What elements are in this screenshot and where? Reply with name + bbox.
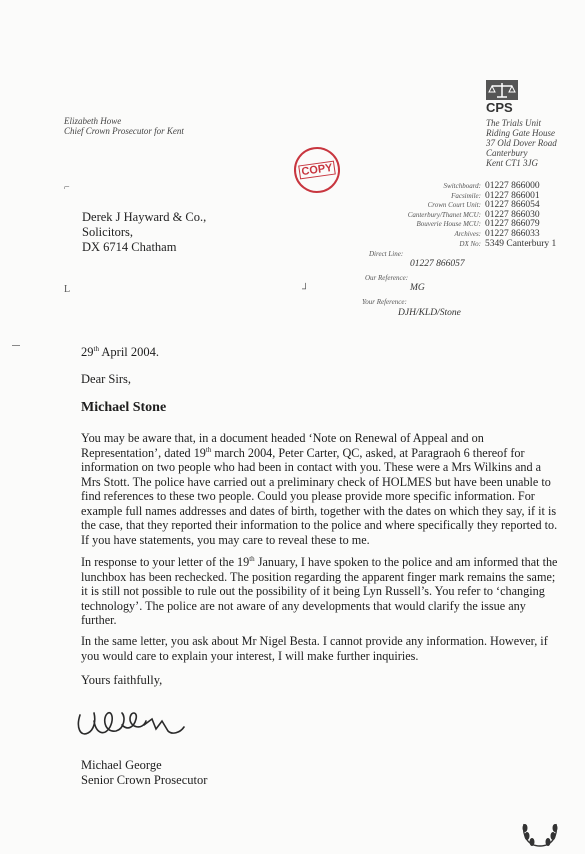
recipient-line: DX 6714 Chatham [82, 240, 177, 254]
wreath-icon [518, 816, 562, 854]
contact-label: Crown Court Unit: [427, 201, 481, 210]
date-rest: April 2004. [98, 345, 160, 360]
contact-label: DX No: [459, 239, 481, 248]
contact-value: 01227 866000 [485, 181, 540, 191]
address-line: Riding Gate House [486, 128, 555, 138]
sender-title: Chief Crown Prosecutor for Kent [64, 126, 184, 136]
closing: Yours faithfully, [81, 673, 163, 687]
our-reference-value: MG [410, 283, 425, 293]
sender-block [64, 116, 184, 136]
salutation: Dear Sirs, [81, 372, 131, 386]
fold-mark [12, 345, 20, 346]
signature [72, 697, 192, 752]
contact-row [365, 240, 565, 250]
paragraph-1-sup: th [205, 445, 212, 454]
contact-label: Canterbury/Thanet MCU: [407, 210, 481, 219]
address-window-corner-mark: L [64, 284, 71, 295]
date-suffix: th [93, 345, 99, 353]
paragraph-3: In the same letter, you ask about Mr Nigel Besta. I cannot provide any information. However, if you would care to explain your interest, I will make further inquiries. [81, 634, 548, 663]
subject-heading: Michael Stone [81, 400, 167, 415]
contact-value: 01227 866001 [485, 190, 540, 201]
scales-icon [486, 80, 518, 100]
copy-stamp-text: COPY [299, 161, 336, 180]
paragraph-1-text-cont: march 2004, Peter Carter, QC, asked, at Paragraoh 6 thereof for information on two people who had been in contact with you. These were a Mrs Wilkins and a Mrs Stott. The police have carried out a preliminary check of HOLMES but have been unable to find references to these two people. Could you please provide more specific information. For example full names addresses and dates of birth, together with the dates on which they say, if it is the case, that they reported their information to the police and where specifically they reported to. If you have statements, you may care to reveal these to me. [81, 445, 558, 547]
contact-value: 01227 866033 [485, 228, 540, 239]
recipient-line: Solicitors, [82, 225, 134, 239]
signatory-title: Senior Crown Prosecutor [81, 773, 208, 787]
paragraph-1-text: You may be aware that, in a document headed ‘Note on Renewal of Appeal and on Representation’, dated 19 [81, 431, 484, 460]
paragraph-2 [81, 555, 561, 628]
signatory-name: Michael George [81, 758, 162, 772]
contact-value: 01227 866030 [485, 209, 540, 220]
office-address [486, 118, 557, 168]
paragraph-2-text: In response to your letter of the 19 [81, 555, 250, 569]
recipient-address [82, 210, 206, 255]
our-reference-label: Our Reference: [365, 274, 409, 282]
your-reference-label: Your Reference: [362, 298, 407, 306]
contact-value: 01227 866079 [485, 219, 540, 230]
contact-label: Bouverie House MCU: [416, 220, 481, 229]
paragraph-2-text-cont: January, I have spoken to the police and am informed that the lunchbox has been rechecked. The position regarding the apparent finger mark remains the same; it is still not possible to rule out the possibility of it being Lyn Russell’s. You refer to ‘changing technology’. The police are not aware of any developments that would clarify the issue any further. [81, 555, 558, 627]
contact-label: Facsimile: [451, 191, 481, 200]
address-line: The Trials Unit [486, 118, 542, 128]
date-day: 29 [81, 345, 94, 360]
cps-logo [486, 80, 520, 114]
address-window-corner-mark: ⌐ [64, 182, 70, 193]
recipient-line: Derek J Hayward & Co., [82, 210, 207, 224]
letter-date [81, 345, 159, 360]
cps-logo-text: CPS [486, 100, 513, 115]
address-line: 37 Old Dover Road [486, 138, 557, 148]
your-reference-value: DJH/KLD/Stone [398, 308, 461, 318]
direct-line-label: Direct Line: [369, 250, 404, 258]
contact-value: 01227 866054 [485, 200, 540, 211]
address-line: Kent CT1 3JG [486, 158, 539, 168]
paragraph-1 [81, 431, 561, 547]
address-line: Canterbury [486, 148, 528, 158]
paragraph-2-sup: th [249, 554, 255, 563]
contact-value: 5349 Canterbury 1 [485, 238, 557, 249]
address-window-corner-mark: ┘ [302, 284, 310, 295]
sender-name: Elizabeth Howe [64, 116, 122, 126]
copy-stamp [291, 144, 343, 196]
signatory [81, 758, 207, 788]
contact-numbers [365, 182, 565, 249]
direct-line-value: 01227 866057 [410, 259, 465, 269]
contact-label: Switchboard: [443, 182, 481, 190]
contact-label: Archives: [454, 229, 481, 238]
